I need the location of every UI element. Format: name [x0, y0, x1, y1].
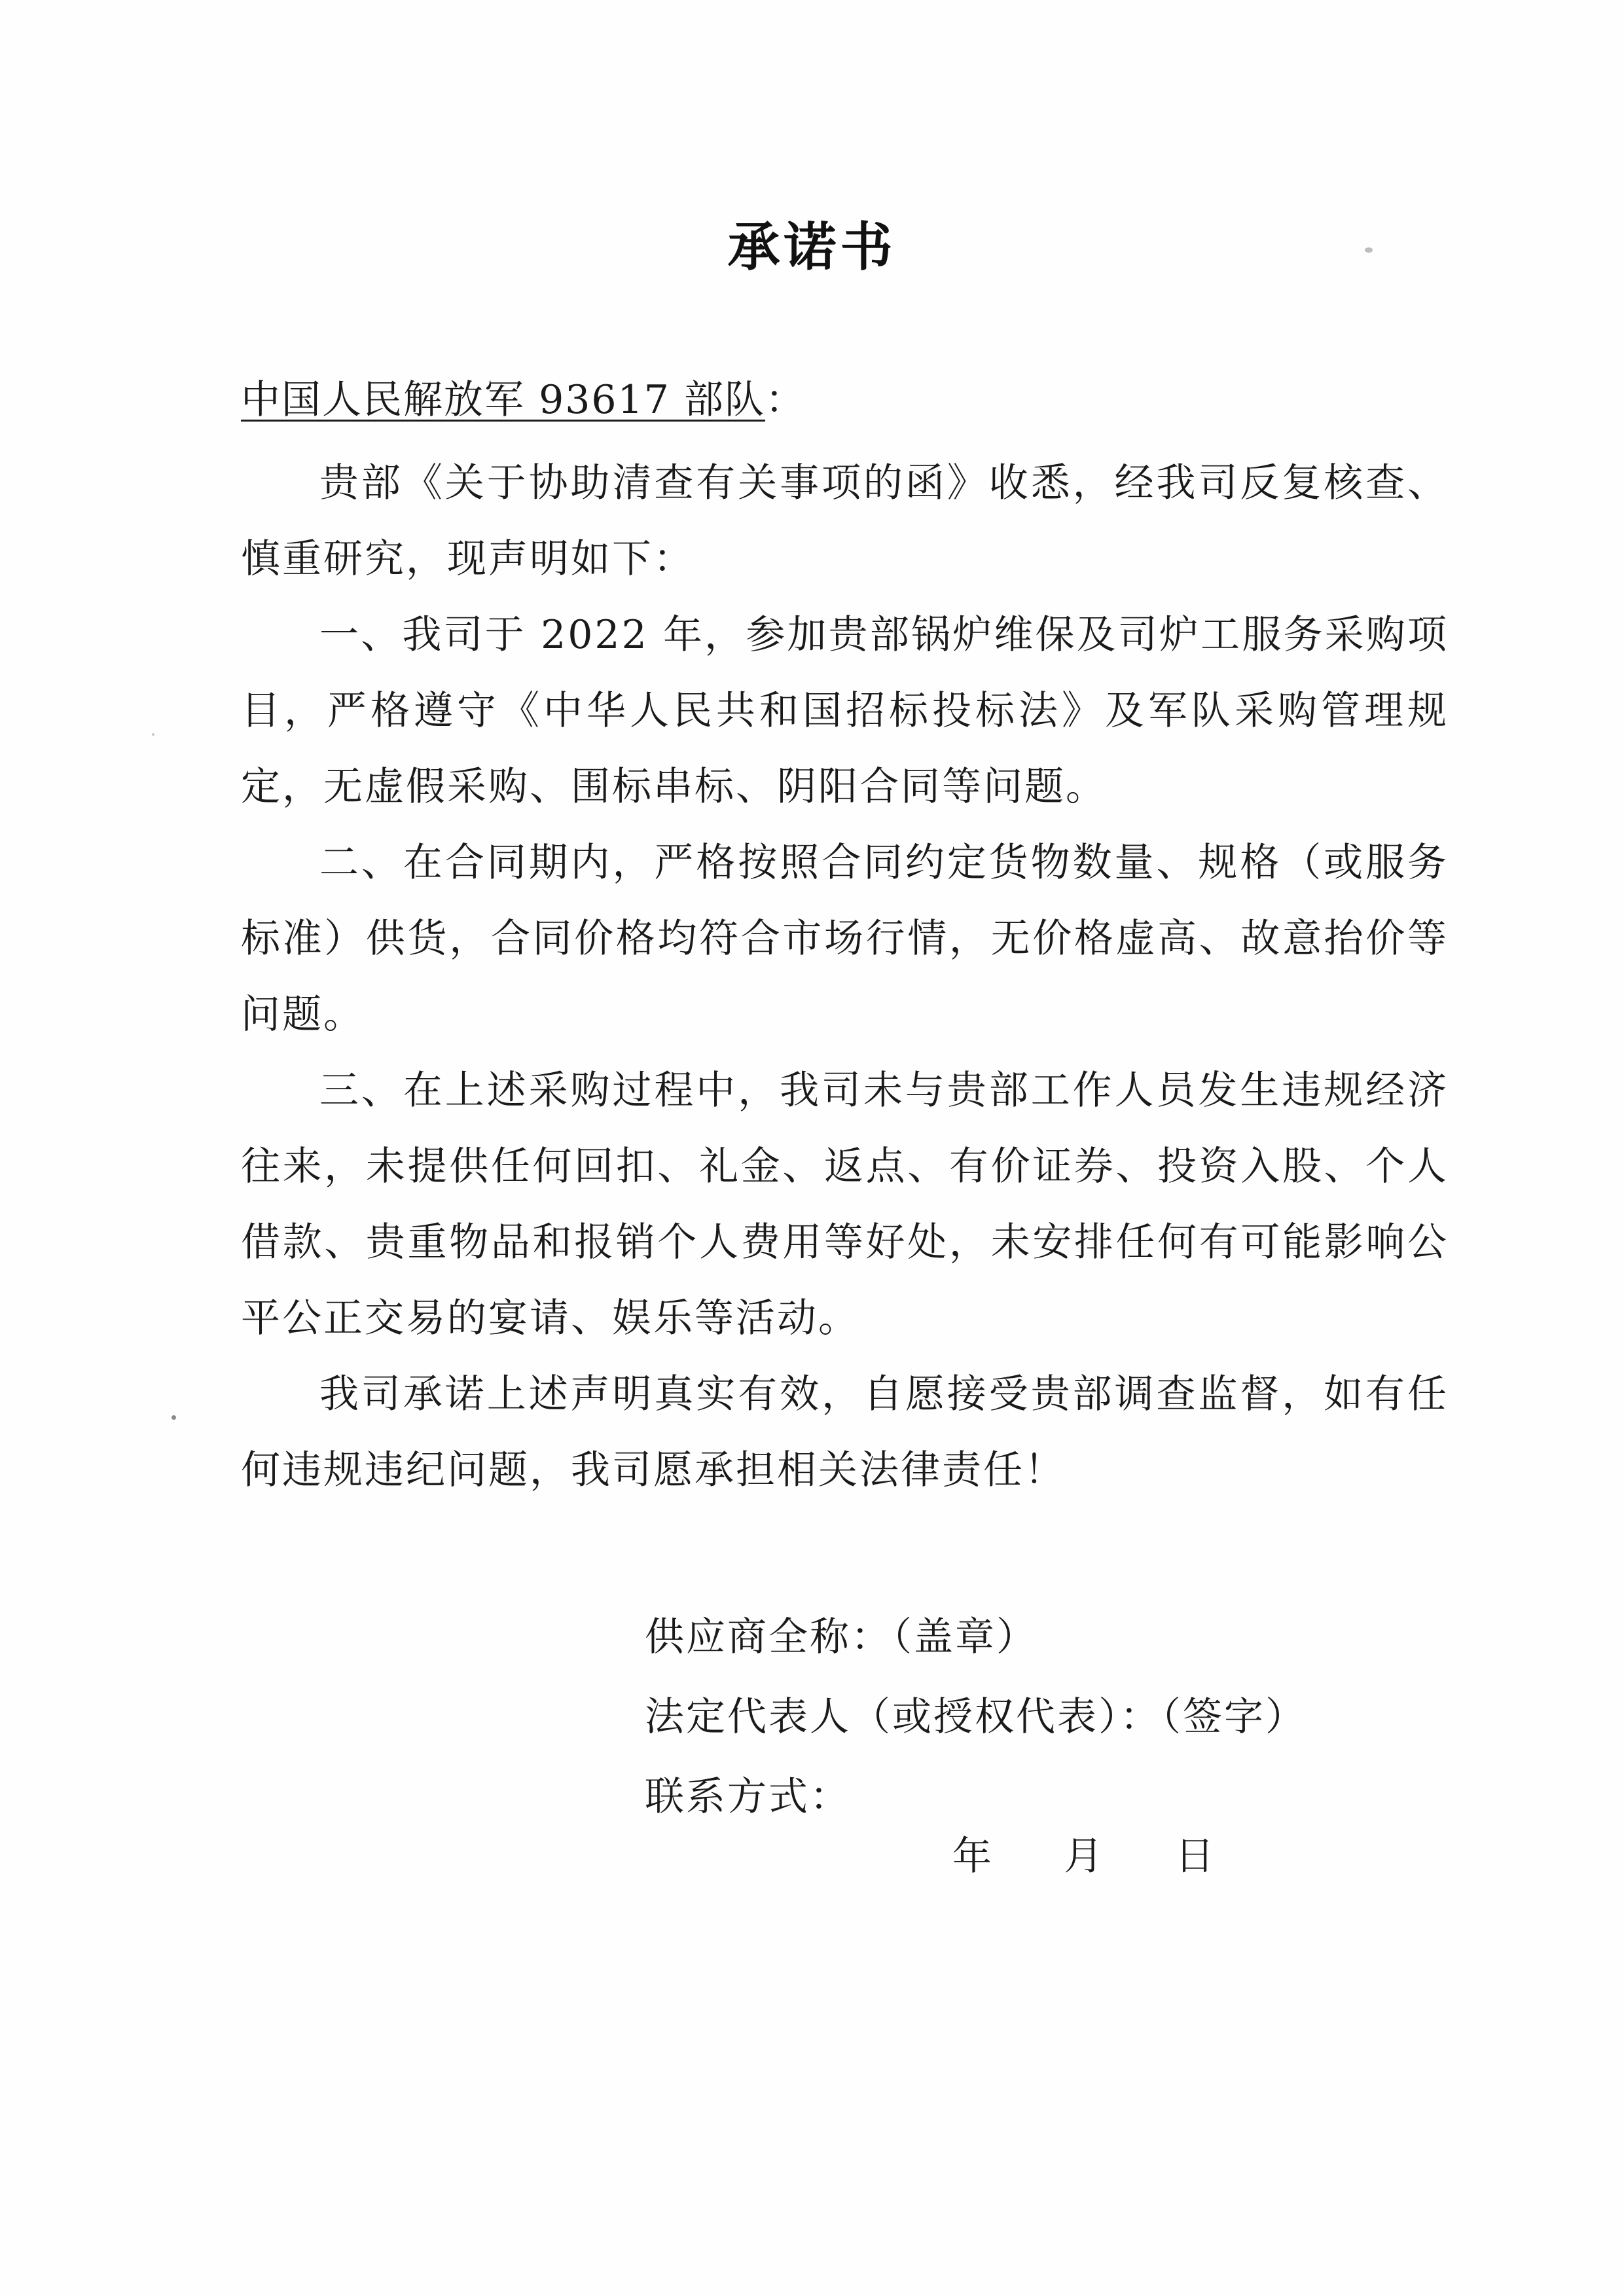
contact-line: 联系方式： [645, 1774, 851, 1820]
addressee-line [241, 376, 806, 424]
addressee-colon: ： [765, 377, 806, 423]
supplier-name-line: 供应商全称：（盖章） [645, 1614, 1038, 1660]
paragraph-intro: 贵部《关于协助清查有关事项的函》收悉，经我司反复核查、慎重研究，现声明如下： [241, 460, 1449, 582]
date-day: 日 [1175, 1834, 1214, 1879]
signature-block [645, 1597, 1307, 1837]
paragraph-item-2: 二、在合同期内，严格按照合同约定货物数量、规格（或服务标准）供货，合同价格均符合市场行情，无价格虚高、故意抬价等问题。 [241, 840, 1449, 1038]
representative-line: 法定代表人（或授权代表）：（签字） [645, 1694, 1307, 1740]
date-year: 年 [952, 1834, 992, 1879]
scan-speck [1365, 247, 1373, 253]
paragraph-item-1: 一、我司于 2022 年，参加贵部锅炉维保及司炉工服务采购项目，严格遵守《中华人民共和国招标投标法》及军队采购管理规定，无虚假采购、围标串标、阴阳合同等问题。 [241, 612, 1449, 810]
date-month: 月 [1064, 1834, 1103, 1879]
scan-speck [152, 733, 154, 736]
addressee-name: 中国人民解放军 93617 部队 [241, 377, 766, 423]
document-body [241, 445, 1449, 1508]
scan-speck [171, 1415, 176, 1420]
paragraph-item-3: 三、在上述采购过程中，我司未与贵部工作人员发生违规经济往来，未提供任何回扣、礼金、返点、有价证券、投资入股、个人借款、贵重物品和报销个人费用等好处，未安排任何有可能影响公平公正交易的宴请、娱乐等活动。 [241, 1068, 1449, 1341]
document-title: 承诺书 [727, 217, 897, 278]
paragraph-commitment: 我司承诺上述声明真实有效，自愿接受贵部调查监督，如有任何违规违纪问题，我司愿承担相关法律责任！ [241, 1371, 1449, 1493]
date-line [952, 1833, 1214, 1880]
